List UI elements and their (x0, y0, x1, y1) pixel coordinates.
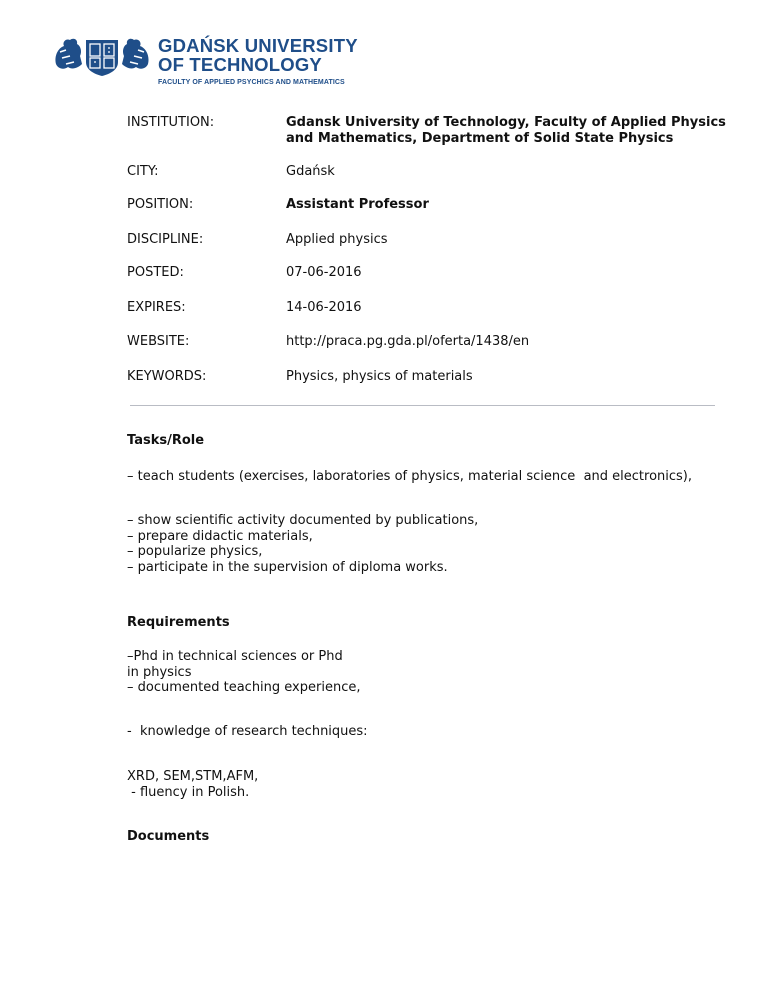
requirements-list (127, 649, 737, 696)
city-value: Gdańsk (286, 164, 335, 179)
expires-row (127, 300, 737, 316)
keywords-row (127, 369, 737, 385)
university-crest-icon (52, 34, 152, 78)
position-value: Assistant Professor (286, 197, 429, 212)
list-item: – prepare didactic materials, (127, 528, 313, 544)
field-label: KEYWORDS: (127, 369, 207, 384)
list-item: –Phd in technical sciences or Phd (127, 649, 343, 664)
documents-heading: Documents (127, 829, 210, 844)
discipline-value: Applied physics (286, 232, 388, 247)
requirements-knowledge: - knowledge of research techniques: (127, 724, 368, 739)
website-row (127, 334, 737, 350)
field-label: POSITION: (127, 197, 194, 212)
field-label: CITY: (127, 164, 159, 179)
tasks-heading: Tasks/Role (127, 433, 205, 448)
posted-value: 07-06-2016 (286, 265, 362, 280)
field-label: DISCIPLINE: (127, 232, 204, 247)
list-item: in physics (127, 664, 192, 680)
field-label: POSTED: (127, 265, 184, 280)
position-row (127, 197, 737, 213)
posted-row (127, 265, 737, 281)
list-item: – show scientific activity documented by publications, (127, 513, 479, 528)
logo-title: GDAŃSK UNIVERSITY OF TECHNOLOGY (158, 35, 358, 75)
list-item: – popularize physics, (127, 544, 263, 559)
keywords-value: Physics, physics of materials (286, 369, 473, 384)
institution-value: Gdansk University of Technology, Faculty of Applied Physics and Mathematics, Department of Solid State Physics (286, 115, 726, 146)
requirements-heading: Requirements (127, 615, 230, 630)
logo-subtitle: FACULTY OF APPLIED PSYCHICS AND MATHEMATICS (158, 79, 345, 86)
requirements-techniques: XRD, SEM,STM,AFM, - fluency in Polish. (127, 769, 259, 800)
field-label: EXPIRES: (127, 300, 186, 315)
section-divider (130, 405, 715, 406)
tasks-list (127, 513, 737, 575)
city-row (127, 164, 737, 180)
field-label: WEBSITE: (127, 334, 190, 349)
list-item: – documented teaching experience, (127, 680, 361, 695)
institution-row (127, 115, 737, 147)
discipline-row (127, 232, 737, 248)
tasks-first-line: – teach students (exercises, laboratories of physics, material science and electronics), (127, 469, 692, 484)
list-item: – participate in the supervision of diploma works. (127, 559, 448, 575)
field-label: INSTITUTION: (127, 115, 215, 130)
website-link[interactable]: http://praca.pg.gda.pl/oferta/1438/en (286, 334, 530, 349)
expires-value: 14-06-2016 (286, 300, 362, 315)
university-logo (52, 34, 372, 90)
